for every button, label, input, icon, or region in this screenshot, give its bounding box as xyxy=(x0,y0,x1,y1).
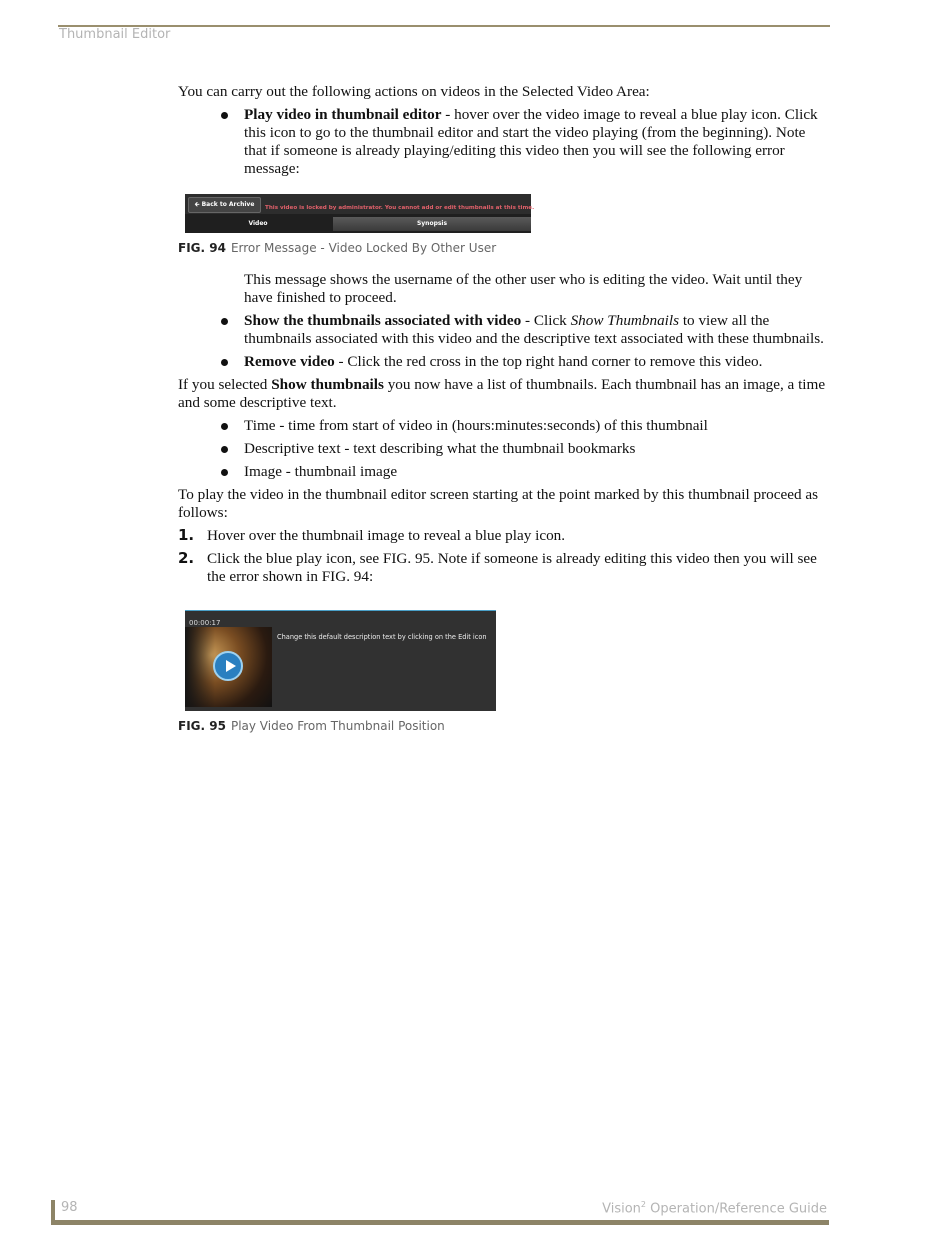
step-number: 2. xyxy=(178,549,195,567)
paragraph-text: you now have a list of thumbnails. Each thumbnail has an image, a time and some descriptive text. xyxy=(178,376,826,411)
action-title: Show the thumbnails associated with video xyxy=(244,312,522,329)
page-content xyxy=(178,83,828,735)
tab-video: Video xyxy=(248,220,268,227)
show-thumbnails-paragraph xyxy=(178,376,828,412)
action-text: to view all the thumbnails associated with this video and the descriptive text associated with these thumbnails. xyxy=(244,312,824,347)
locked-explanation: This message shows the username of the other user who is editing the video. Wait until they have finished to proceed. xyxy=(244,271,803,306)
back-to-archive-button xyxy=(188,197,261,213)
list-item xyxy=(178,417,828,435)
action-text: - Click the red cross in the top right hand corner to remove this video. xyxy=(334,353,763,370)
list-item-text: Image - thumbnail image xyxy=(244,463,398,480)
bullet-icon xyxy=(221,359,228,366)
paragraph-text: If you selected xyxy=(178,376,272,393)
thumbnail-time: 00:00:17 xyxy=(189,619,221,627)
figure-label: FIG. 94 xyxy=(178,241,226,255)
play-icon xyxy=(213,651,243,681)
list-item-text: Time - time from start of video in (hours:minutes:seconds) of this thumbnail xyxy=(244,417,708,434)
figure-caption xyxy=(178,717,828,735)
header-rule xyxy=(58,25,830,27)
action-list xyxy=(178,312,828,371)
thumbnail-shade xyxy=(185,627,215,707)
thumbnail-image xyxy=(185,627,272,707)
action-title: Remove video xyxy=(244,353,335,370)
caption-text: Play Video From Thumbnail Position xyxy=(230,719,445,733)
step-item xyxy=(178,550,828,586)
bullet-icon xyxy=(221,446,228,453)
action-text: - Click xyxy=(521,312,571,329)
back-button-label: Back to Archive xyxy=(201,201,255,208)
bullet-icon xyxy=(221,423,228,430)
action-emphasis: Show Thumbnails xyxy=(570,312,680,329)
fig95-screenshot xyxy=(185,610,496,711)
figure-caption xyxy=(178,239,828,257)
intro-paragraph: You can carry out the following actions on videos in the Selected Video Area: xyxy=(178,83,650,100)
footer-rule xyxy=(51,1220,829,1225)
thumbnail-description: Change this default description text by clicking on the Edit icon xyxy=(277,633,487,641)
action-title: Play video in thumbnail editor xyxy=(244,106,442,123)
list-item xyxy=(178,463,828,481)
figure-label: FIG. 95 xyxy=(178,719,226,733)
guide-title-superscript: 2 xyxy=(640,1200,647,1209)
steps-list xyxy=(178,527,828,586)
lock-message: This video is locked by administrator. You cannot add or edit thumbnails at this time. xyxy=(265,205,535,211)
tab-synopsis: Synopsis xyxy=(333,217,531,231)
step-text: Click the blue play icon, see FIG. 95. Note if someone is already editing this video then you will see the error shown in FIG. 94: xyxy=(207,550,817,585)
list-item-text: Descriptive text - text describing what the thumbnail bookmarks xyxy=(244,440,636,457)
play-paragraph: To play the video in the thumbnail editor screen starting at the point marked by this thumbnail proceed as follows: xyxy=(178,486,819,521)
thumbnail-attribute-list xyxy=(178,417,828,481)
guide-title-text: Vision xyxy=(602,1201,641,1217)
bullet-icon xyxy=(221,469,228,476)
list-item xyxy=(178,353,828,371)
page-number: 98 xyxy=(61,1200,78,1215)
step-item xyxy=(178,527,828,545)
list-item xyxy=(178,106,828,178)
step-number: 1. xyxy=(178,526,195,544)
play-triangle xyxy=(226,660,236,672)
guide-title-text: Operation/Reference Guide xyxy=(646,1201,827,1217)
step-text: Hover over the thumbnail image to reveal a blue play icon. xyxy=(207,527,566,544)
action-list xyxy=(178,106,828,178)
list-item xyxy=(178,312,828,348)
fig94-screenshot xyxy=(185,194,535,233)
list-item xyxy=(178,440,828,458)
action-text: - hover over the video image to reveal a blue play icon. Click this icon to go to the thumbnail editor and start the video playing (from the beginning). Note that if someone is already playing/editing this video then you will see the following error message: xyxy=(244,106,818,177)
back-arrow-icon: 🡰 xyxy=(194,201,200,208)
bullet-icon xyxy=(221,318,228,325)
bullet-icon xyxy=(221,112,228,119)
guide-title xyxy=(602,1200,827,1216)
caption-text: Error Message - Video Locked By Other User xyxy=(230,241,497,255)
running-title: Thumbnail Editor xyxy=(59,27,171,42)
paragraph-bold: Show thumbnails xyxy=(271,376,384,393)
